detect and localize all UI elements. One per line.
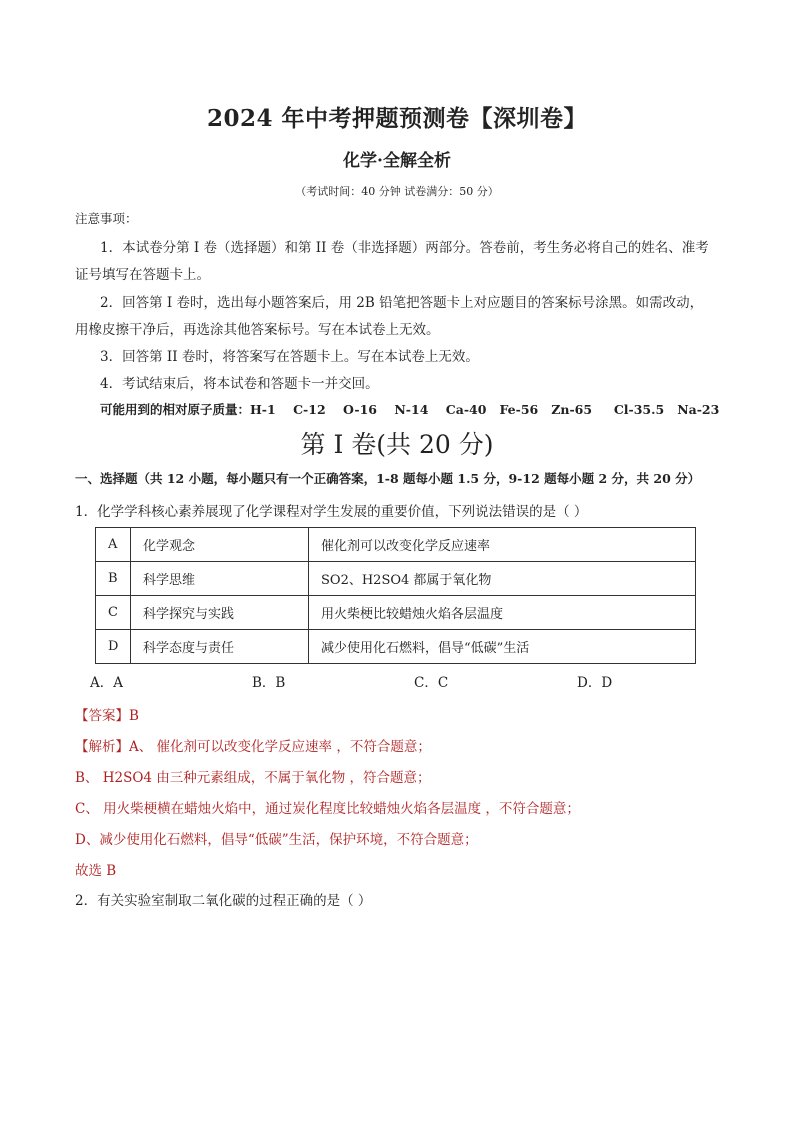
table-cell: 科学态度与责任 (131, 630, 309, 664)
answer-label: 【答案】 (75, 708, 129, 724)
exam-title: 2024 年中考押题预测卷【深圳卷】 (206, 105, 588, 132)
table-cell: 催化剂可以改变化学反应速率 (309, 528, 696, 562)
notice-item: 证号填写在答题卡上。 (75, 267, 210, 283)
table-row (96, 630, 696, 664)
table-row (96, 596, 696, 630)
table-cell: 化学观念 (131, 528, 309, 562)
question-1-table (95, 527, 696, 664)
table-row (96, 528, 696, 562)
exam-info: （考试时间：40 分钟 试卷满分：50 分） (295, 185, 499, 198)
answer-line (75, 704, 139, 724)
table-row (96, 562, 696, 596)
analysis-label: 【解析】 (75, 739, 129, 755)
answer-value: B (129, 708, 139, 724)
choice-d: D．D (577, 675, 613, 691)
table-cell: B (96, 562, 131, 596)
part-title: 第 I 卷(共 20 分) (300, 430, 494, 459)
table-cell: 科学思维 (131, 562, 309, 596)
analysis-line: C、 用火柴梗横在蜡烛火焰中，通过炭化程度比较蜡烛火焰各层温度 ，不符合题意； (75, 801, 580, 817)
conclusion-line: 故选 B (75, 863, 117, 879)
question-2-stem: 2．有关实验室制取二氧化碳的过程正确的是（ ） (75, 893, 372, 909)
notice-item: 2．回答第 I 卷时，选出每小题答案后，用 2B 铅笔把答题卡上对应题目的答案标号涂黑。如需改动， (100, 295, 704, 311)
notice-item: 3．回答第 II 卷时，将答案写在答题卡上。写在本试卷上无效。 (100, 349, 479, 365)
table-cell: C (96, 596, 131, 630)
analysis-line (75, 735, 431, 755)
notice-item: 用橡皮擦干净后，再选涂其他答案标号。写在本试卷上无效。 (75, 322, 440, 338)
analysis-line: D、减少使用化石燃料，倡导“低碳”生活，保护环境，不符合题意； (75, 832, 478, 848)
notice-item: 4．考试结束后，将本试卷和答题卡一并交回。 (100, 376, 379, 392)
analysis-text: A、 催化剂可以改变化学反应速率 ，不符合题意； (129, 739, 431, 755)
choice-c: C．C (414, 675, 449, 691)
notice-item: 1．本试卷分第 I 卷（选择题）和第 II 卷（非选择题）两部分。答卷前，考生务必将自己的姓名、准考 (100, 240, 709, 256)
table-cell: 科学探究与实践 (131, 596, 309, 630)
question-1-stem: 1．化学学科核心素养展现了化学课程对学生发展的重要价值，下列说法错误的是（ ） (75, 504, 588, 520)
analysis-line: B、 H2SO4 由三种元素组成，不属于氧化物 ，符合题意； (75, 770, 431, 786)
atomic-masses: 可能用到的相对原子质量：H-1 C-12 O-16 N-14 Ca-40 Fe-56 Zn-65 Cl-35.5 Na-23 (100, 402, 720, 417)
choice-a: A．A (90, 675, 123, 691)
table-cell: SO2、H2SO4 都属于氧化物 (309, 562, 696, 596)
table-cell: A (96, 528, 131, 562)
table-cell: 减少使用化石燃料，倡导“低碳”生活 (309, 630, 696, 664)
section-title: 一、选择题（共 12 小题，每小题只有一个正确答案，1-8 题每小题 1.5 分，9-12 题每小题 2 分，共 20 分） (75, 471, 701, 486)
choice-b: B．B (252, 675, 286, 691)
exam-subtitle: 化学·全解全析 (343, 151, 451, 171)
notice-title: 注意事项： (75, 211, 138, 226)
table-cell: 用火柴梗比较蜡烛火焰各层温度 (309, 596, 696, 630)
table-cell: D (96, 630, 131, 664)
